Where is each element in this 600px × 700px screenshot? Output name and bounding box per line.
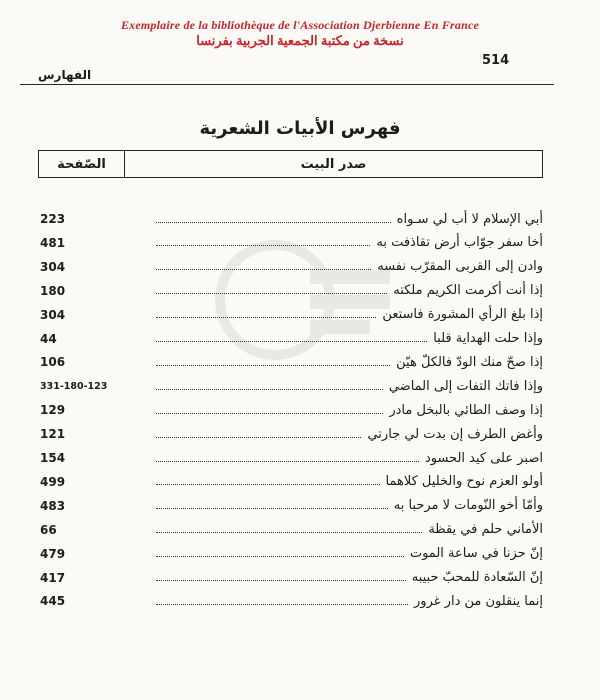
index-row-page: 479 xyxy=(40,546,66,561)
index-row-leader-dots xyxy=(156,484,380,485)
index-row xyxy=(40,400,543,420)
index-row xyxy=(40,329,543,349)
index-row xyxy=(40,376,543,396)
index-row xyxy=(40,209,543,229)
index-row-verse: إذا بلغ الرأي المشورة فاستعن xyxy=(382,307,543,323)
index-row-leader-dots xyxy=(156,604,408,605)
index-row-verse: الأماني حلم في يقظة xyxy=(428,522,543,538)
column-header-verse: صدر البيت xyxy=(300,156,367,172)
index-row-page: 121 xyxy=(40,427,66,442)
index-row xyxy=(40,281,543,301)
index-column-header xyxy=(38,150,543,178)
index-row-page: 331-180-123 xyxy=(40,380,108,392)
index-row xyxy=(40,305,543,325)
index-row-leader-dots xyxy=(156,222,391,223)
index-row xyxy=(40,448,543,468)
index-row-page: 129 xyxy=(40,403,66,418)
index-row-verse: إذا صحّ منك الودّ فالكلّ هيّن xyxy=(396,354,543,370)
index-row-verse: اصبر على كيد الحسود xyxy=(424,450,543,466)
index-row-leader-dots xyxy=(156,389,383,390)
index-row-verse: وادن إلى القربى المقرّب نفسه xyxy=(377,259,543,275)
running-header: الفهارس xyxy=(38,68,92,82)
library-stamp xyxy=(0,18,600,49)
index-row-page: 483 xyxy=(40,498,66,513)
index-row-leader-dots xyxy=(156,317,376,318)
index-row-page: 499 xyxy=(40,474,66,489)
index-row-leader-dots xyxy=(156,245,370,246)
index-row-leader-dots xyxy=(156,461,419,462)
stamp-arabic-text: نسخة من مكتبة الجمعية الجربية بفرنسا xyxy=(196,33,404,48)
index-row-verse: وإذا حلت الهداية قلبا xyxy=(433,331,543,346)
index-row-page: 445 xyxy=(40,594,66,609)
index-row xyxy=(40,472,543,492)
index-row-verse: أولو العزم نوح والخليل كلاهما xyxy=(385,474,543,490)
header-rule xyxy=(20,84,554,85)
index-row xyxy=(40,544,543,564)
index-row-page: 180 xyxy=(40,283,66,298)
column-header-page: الصّفحة xyxy=(39,151,125,177)
index-row xyxy=(40,520,543,540)
index-row-page: 304 xyxy=(40,307,66,322)
index-row-page: 304 xyxy=(40,259,66,274)
index-row-verse: أبي الإسلام لا أب لي سـواه xyxy=(396,211,543,227)
index-row-verse: إنّ حزنا في ساعة الموت xyxy=(409,546,543,562)
index-row-verse: إنما ينقلون من دار غرور xyxy=(414,593,543,609)
index-row-page: 154 xyxy=(40,451,66,465)
index-row-leader-dots xyxy=(156,365,390,366)
index-row-leader-dots xyxy=(156,437,361,438)
index-row-page: 481 xyxy=(40,235,66,250)
index-row-leader-dots xyxy=(156,556,404,557)
index-row xyxy=(40,424,543,444)
index-row-leader-dots xyxy=(156,580,406,581)
index-row-verse: وأغض الطرف إن بدت لي جارتي xyxy=(367,426,543,442)
index-row-verse: إذا أنت أكرمت الكريم ملكته xyxy=(393,283,543,299)
index-row-verse: وإذا فاتك التفات إلى الماضي xyxy=(388,378,543,394)
index-title: فهرس الأبيات الشعرية xyxy=(199,118,401,139)
index-row-page: 106 xyxy=(40,355,66,370)
index-row-page: 223 xyxy=(40,212,66,226)
index-row-leader-dots xyxy=(156,413,383,414)
index-row-verse: إذا وصف الطائي بالبخل مادر xyxy=(389,402,543,418)
index-row-leader-dots xyxy=(156,269,371,270)
index-row-verse: أخا سفر جوّاب أرض تقاذفت به xyxy=(376,235,543,251)
index-row xyxy=(40,233,543,253)
index-row xyxy=(40,568,543,588)
index-row-page: 417 xyxy=(40,570,66,585)
index-row xyxy=(40,352,543,372)
index-row-leader-dots xyxy=(156,508,388,509)
index-row-page: 44 xyxy=(40,331,57,346)
index-row-page: 66 xyxy=(40,522,57,537)
index-row-leader-dots xyxy=(156,293,387,294)
page-number: 514 xyxy=(482,53,510,68)
index-row xyxy=(40,591,543,611)
index-row-leader-dots xyxy=(156,532,422,533)
index-row-leader-dots xyxy=(156,341,427,342)
stamp-french-text: Exemplaire de la bibliothèque de l'Association Djerbienne En France xyxy=(120,18,480,32)
index-row xyxy=(40,257,543,277)
index-row xyxy=(40,496,543,516)
index-row-verse: إنّ السّعادة للمحبّ حبيبه xyxy=(411,570,543,585)
index-row-verse: وأمّا أخو النّومات لا مرحبا به xyxy=(393,498,543,514)
